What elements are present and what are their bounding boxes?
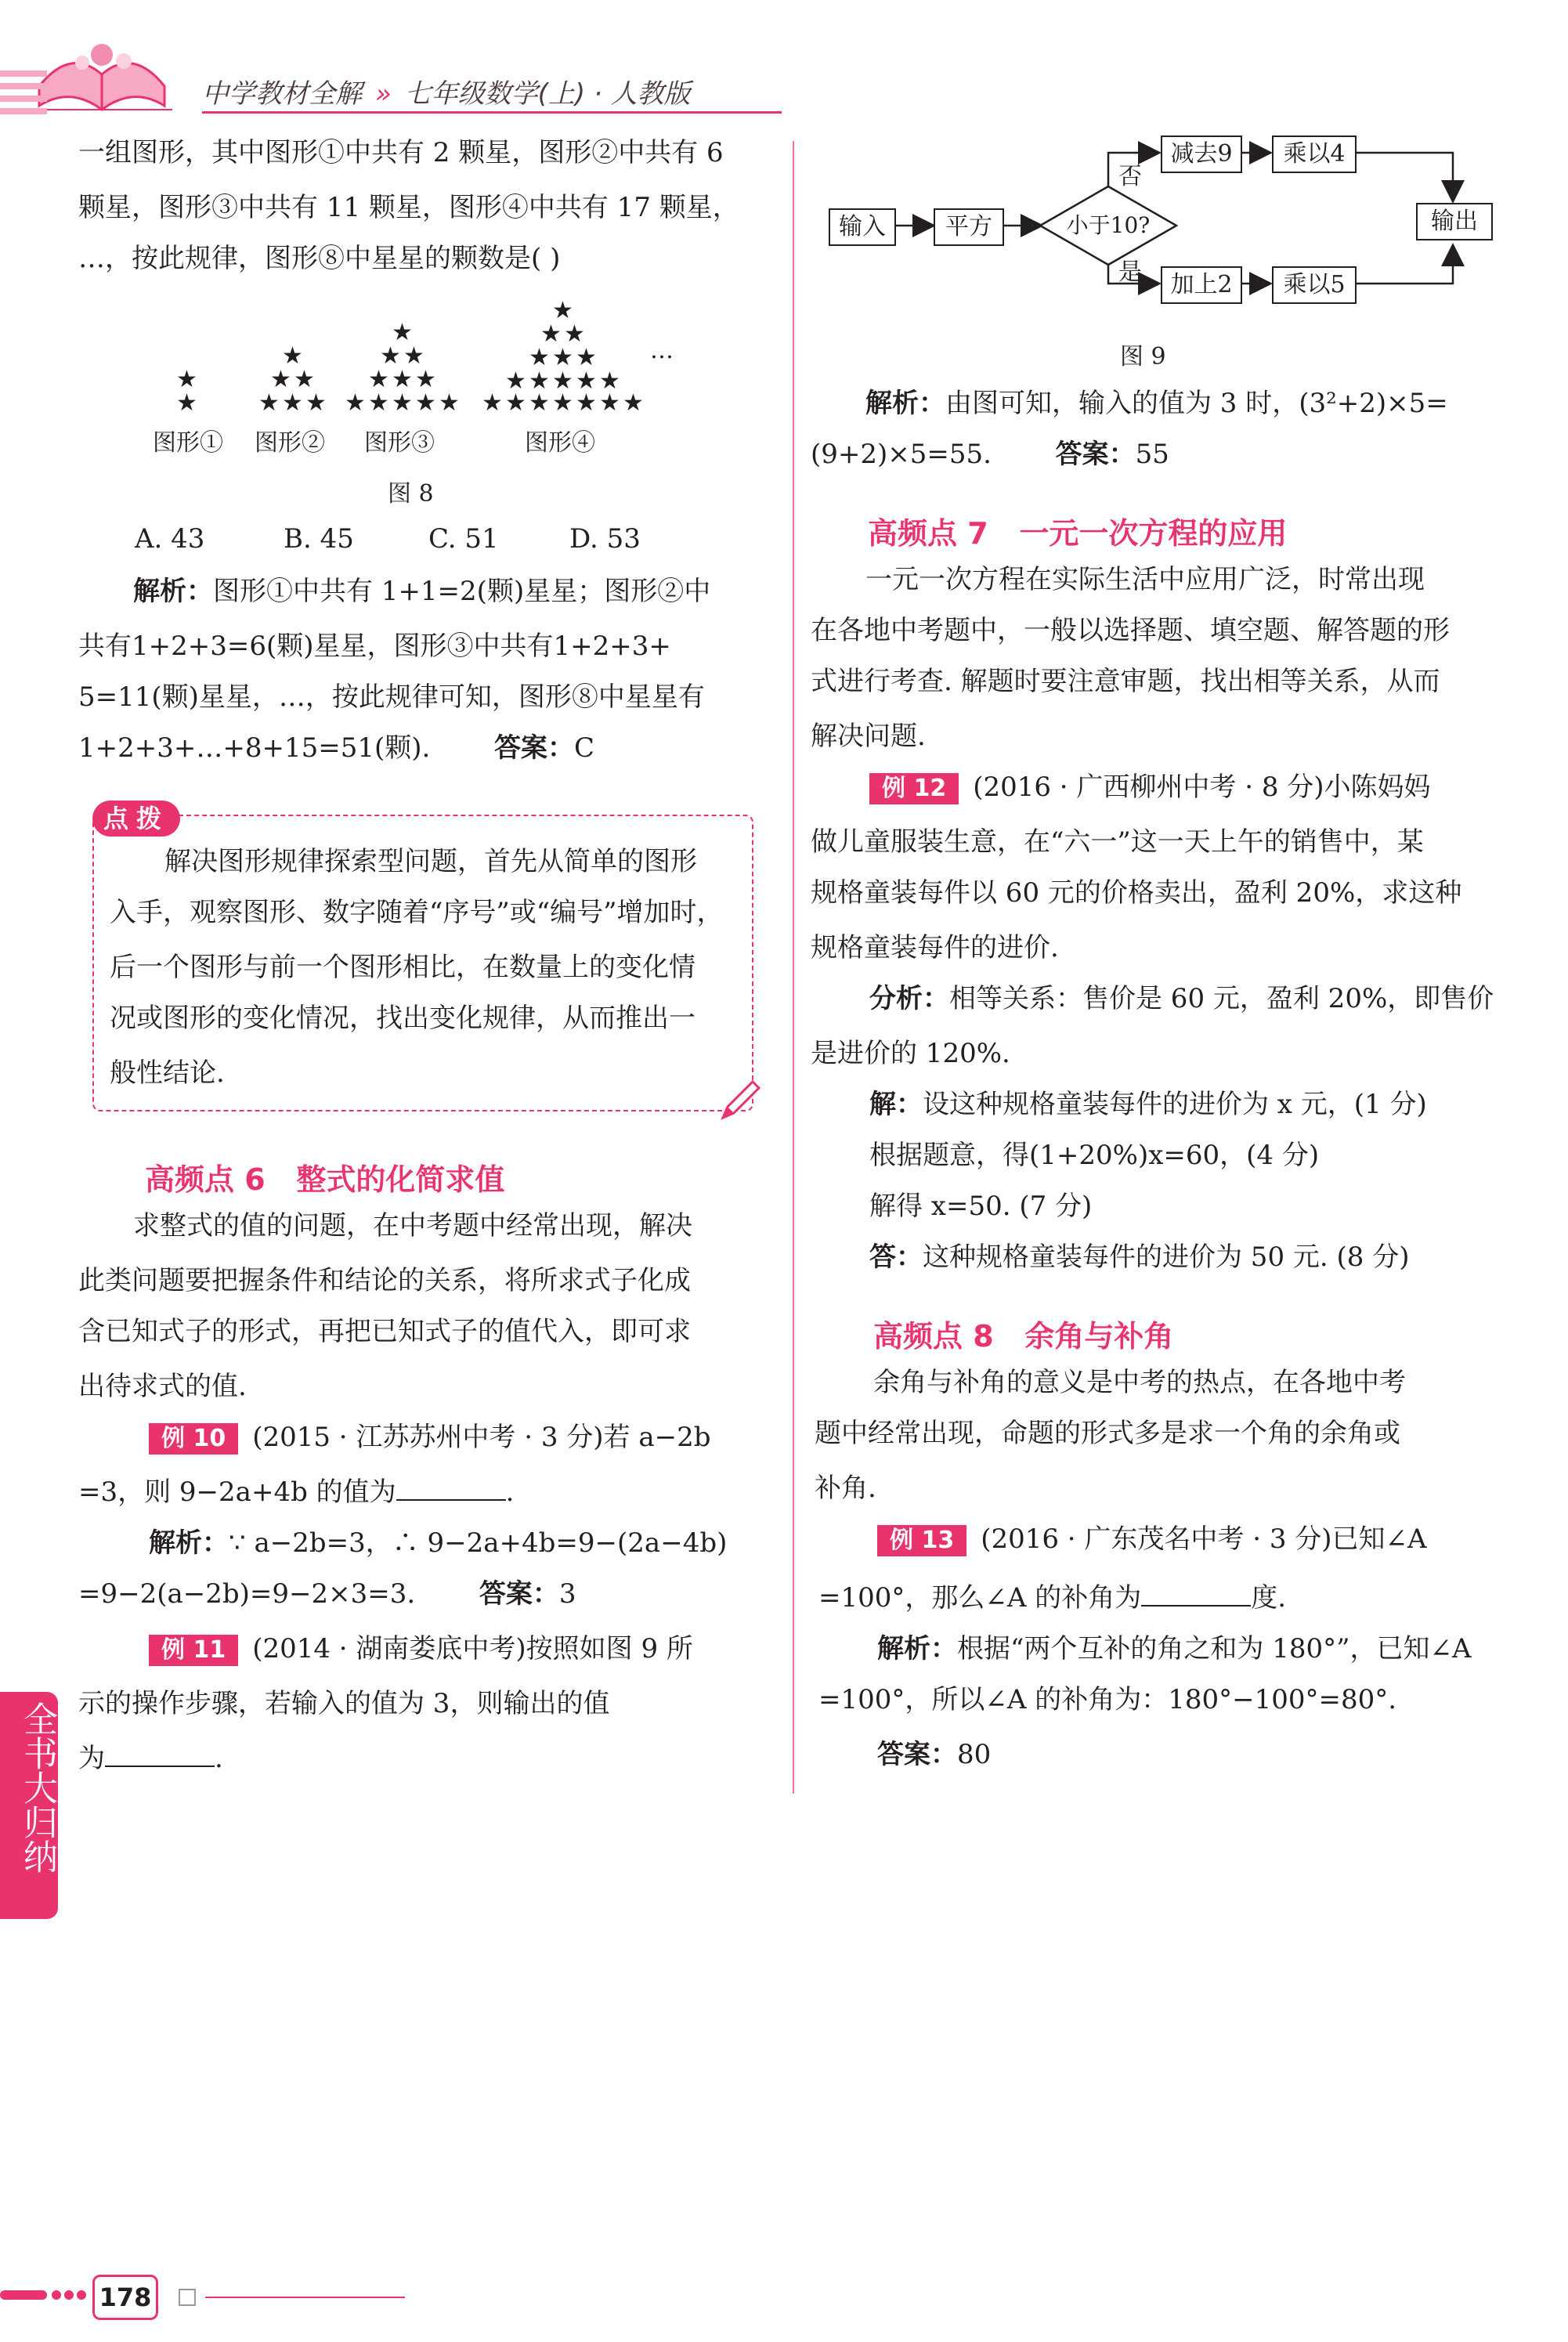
solution-text: 设这种规格童装每件的进价为 x 元，(1 分) — [923, 1089, 1427, 1120]
solution-line: 根据题意，得(1+20%)x=60，(4 分) — [869, 1140, 1320, 1171]
tip-line: 入手，观察图形、数字随着“序号”或“编号”增加时， — [110, 897, 724, 928]
example-text: 为 — [78, 1743, 105, 1774]
analysis-line — [78, 1567, 760, 1621]
tip-line: 解决图形规律探索型问题，首先从简单的图形 — [164, 846, 697, 877]
figure-label: 图形① — [153, 429, 223, 457]
answer-line — [877, 1727, 1535, 1782]
header-rule — [202, 111, 782, 114]
star-icon: ★ — [392, 366, 413, 393]
tip-badge: 点拨 — [92, 801, 180, 837]
section-heading: 高频点 8 余角与补角 — [873, 1319, 1174, 1354]
flow-no-label: 否 — [1118, 163, 1142, 190]
figure-8 — [133, 297, 713, 486]
option-d: D. 53 — [569, 523, 641, 555]
star-icon: ★ — [294, 366, 315, 393]
flow-output-box: 输出 — [1416, 203, 1493, 240]
figure-caption: 图 8 — [388, 480, 434, 508]
flow-plus2-box: 加上2 — [1161, 266, 1242, 304]
star-icon: ★ — [552, 367, 573, 395]
star-icon: ★ — [564, 320, 585, 348]
section-paragraph: 一元一次方程在实际生活中应用广泛，时常出现 — [865, 564, 1425, 595]
section-paragraph: 式进行考查. 解题时要注意审题，找出相等关系，从而 — [811, 666, 1440, 697]
analysis-text: 1+2+3+…+8+15=51(颗). — [78, 732, 431, 764]
section-paragraph: 题中经常出现，命题的形式多是求一个角的余角或 — [815, 1418, 1400, 1449]
option-c: C. 51 — [428, 523, 499, 555]
flowchart-figure-9 — [822, 125, 1512, 329]
section-paragraph: 出待求式的值. — [78, 1371, 247, 1402]
star-icon: ★ — [415, 366, 436, 393]
star-icon: ★ — [380, 342, 401, 370]
analysis-line: 是进价的 120%. — [811, 1038, 1010, 1069]
answer-blank — [105, 1742, 215, 1767]
solution-label: 答： — [869, 1241, 923, 1273]
analysis-line — [877, 1621, 1535, 1676]
analysis-label: 分析： — [869, 983, 949, 1014]
analysis-text: 由图可知，输入的值为 3 时，(3²+2)×5= — [945, 388, 1448, 419]
section-heading: 高频点 7 一元一次方程的应用 — [868, 516, 1288, 551]
answer-value: 3 — [558, 1578, 576, 1610]
side-tab-label: 全书大归纳 — [17, 1701, 57, 1874]
section-paragraph: 此类问题要把握条件和结论的关系，将所求式子化成 — [78, 1265, 691, 1296]
figure-label: 图形② — [255, 429, 325, 457]
star-icon: ★ — [529, 367, 550, 395]
tip-line: 况或图形的变化情况，找出变化规律，从而推出一 — [110, 1003, 695, 1034]
solution-text: 这种规格童装每件的进价为 50 元. (8 分) — [923, 1241, 1410, 1273]
example-text: (2016 · 广东茂名中考 · 3 分)已知∠A — [981, 1523, 1427, 1555]
section-heading: 高频点 6 整式的化简求值 — [145, 1162, 505, 1197]
star-icon: ★ — [258, 389, 280, 417]
star-icon: ★ — [482, 389, 503, 417]
book-logo-icon — [23, 31, 180, 117]
question-line: 一组图形，其中图形①中共有 2 颗星，图形②中共有 6 — [78, 137, 724, 168]
answer-value: C — [573, 732, 594, 764]
example-text: (2015 · 江苏苏州中考 · 3 分)若 a−2b — [252, 1422, 711, 1453]
example-line: 规格童装每件的进价. — [811, 932, 1059, 963]
column-divider — [793, 141, 794, 1794]
star-icon: ★ — [529, 389, 550, 417]
example-text: (2014 · 湖南娄底中考)按照如图 9 所 — [252, 1633, 693, 1664]
example-line — [78, 1731, 760, 1786]
answer-value: 55 — [1135, 439, 1169, 470]
star-icon: ★ — [576, 389, 597, 417]
star-icon: ★ — [282, 342, 303, 370]
flow-times4-box: 乘以4 — [1272, 136, 1357, 173]
analysis-line — [149, 1516, 760, 1570]
star-icon: ★ — [540, 320, 562, 348]
figure-ellipsis: … — [650, 337, 674, 364]
example-line: 规格童装每件以 60 元的价格卖出，盈利 20%，求这种 — [811, 877, 1462, 909]
header-stripes — [0, 70, 47, 125]
answer-blank — [1141, 1581, 1251, 1607]
analysis-line: =100°，所以∠A 的补角为：180°−100°=80°. — [818, 1684, 1397, 1715]
star-icon: ★ — [552, 297, 573, 324]
analysis-label: 解析： — [133, 576, 213, 607]
analysis-text: (9+2)×5=55. — [811, 439, 992, 470]
example-text: . — [215, 1743, 223, 1774]
book-title: 中学教材全解 — [202, 78, 362, 110]
footer-rule — [205, 2297, 405, 2298]
star-icon: ★ — [415, 389, 436, 417]
section-paragraph: 解决问题. — [811, 721, 926, 752]
footer — [0, 2256, 470, 2342]
analysis-text: 根据“两个互补的角之和为 180°”，已知∠A — [957, 1633, 1472, 1664]
option-b: B. 45 — [284, 523, 354, 555]
tip-line: 般性结论. — [110, 1057, 225, 1089]
flow-square-box: 平方 — [934, 208, 1004, 246]
star-icon: ★ — [529, 344, 550, 371]
answer-label: 答案： — [877, 1739, 957, 1770]
star-icon: ★ — [439, 389, 460, 417]
example-line — [818, 1570, 1531, 1625]
star-icon: ★ — [623, 389, 644, 417]
figure-label: 图形④ — [525, 429, 595, 457]
analysis-line — [869, 971, 1527, 1026]
page-number: 178 — [92, 2275, 158, 2320]
example-tag: 例 11 — [149, 1635, 238, 1666]
answer-blank — [396, 1476, 506, 1501]
solution-line: 解得 x=50. (7 分) — [869, 1191, 1093, 1222]
example-line: 示的操作步骤，若输入的值为 3，则输出的值 — [78, 1688, 610, 1719]
flow-decision-text: 小于10? — [1066, 212, 1151, 238]
flow-minus9-box: 减去9 — [1161, 136, 1242, 173]
solution-label: 解： — [869, 1089, 923, 1120]
star-icon: ★ — [552, 344, 573, 371]
star-icon: ★ — [599, 389, 620, 417]
analysis-line — [78, 721, 760, 775]
question-line: 颗星，图形③中共有 11 颗星，图形④中共有 17 颗星， — [78, 192, 739, 223]
question-line: …，按此规律，图形⑧中星星的颗数是( ) — [78, 243, 561, 274]
example-13 — [877, 1512, 1543, 1567]
option-a: A. 43 — [135, 523, 205, 555]
star-icon: ★ — [552, 389, 573, 417]
star-icon: ★ — [505, 389, 526, 417]
example-12 — [869, 760, 1543, 815]
example-text: =3，则 9−2a+4b 的值为 — [78, 1476, 396, 1508]
header — [0, 0, 1568, 117]
analysis-text: ∵ a−2b=3，∴ 9−2a+4b=9−(2a−4b) — [229, 1527, 728, 1559]
star-icon: ★ — [576, 367, 597, 395]
section-paragraph: 在各地中考题中，一般以选择题、填空题、解答题的形 — [811, 615, 1450, 646]
star-icon: ★ — [576, 344, 597, 371]
star-icon: ★ — [270, 366, 291, 393]
star-icon: ★ — [368, 389, 389, 417]
answer-label: 答案： — [1055, 439, 1136, 470]
example-10 — [149, 1410, 768, 1465]
example-11 — [149, 1621, 768, 1676]
side-tab — [0, 1692, 58, 1919]
flow-times5-box: 乘以5 — [1272, 266, 1357, 304]
analysis-line: 5=11(颗)星星，…，按此规律可知，图形⑧中星星有 — [78, 681, 705, 713]
star-icon: ★ — [599, 367, 620, 395]
figure-caption: 图 9 — [1120, 343, 1166, 370]
section-paragraph: 含已知式子的形式，再把已知式子的值代入，即可求 — [78, 1316, 691, 1347]
star-icon: ★ — [176, 366, 197, 393]
answer-label: 答案： — [493, 732, 574, 764]
flow-input-box: 输入 — [829, 208, 896, 246]
example-text: (2016 · 广西柳州中考 · 8 分)小陈妈妈 — [973, 772, 1431, 803]
star-icon: ★ — [282, 389, 303, 417]
footer-square — [179, 2289, 196, 2306]
footer-decoration — [0, 2279, 94, 2311]
header-separator: » — [374, 78, 392, 110]
analysis-text: 图形①中共有 1+1=2(颗)星星；图形②中 — [213, 576, 711, 607]
solution-line — [869, 1077, 1527, 1132]
analysis-label: 解析： — [865, 388, 945, 419]
analysis-line — [865, 376, 1523, 431]
star-icon: ★ — [392, 319, 413, 346]
star-icon: ★ — [176, 389, 197, 417]
star-icon: ★ — [392, 389, 413, 417]
example-line: 做儿童服装生意，在“六一”这一天上午的销售中，某 — [811, 826, 1424, 858]
solution-line — [869, 1230, 1527, 1285]
analysis-label: 解析： — [877, 1633, 957, 1664]
analysis-text: =9−2(a−2b)=9−2×3=3. — [78, 1578, 416, 1610]
star-icon: ★ — [368, 366, 389, 393]
figure-label: 图形③ — [364, 429, 435, 457]
section-paragraph: 余角与补角的意义是中考的热点，在各地中考 — [873, 1367, 1406, 1398]
star-icon: ★ — [505, 367, 526, 395]
star-icon: ★ — [305, 389, 327, 417]
section-paragraph: 补角. — [815, 1473, 876, 1504]
answer-label: 答案： — [479, 1578, 559, 1610]
analysis-label: 解析： — [149, 1527, 229, 1559]
flow-yes-label: 是 — [1118, 258, 1142, 286]
example-tag: 例 13 — [877, 1525, 966, 1556]
book-subtitle: 七年级数学(上) · 人教版 — [404, 78, 691, 110]
tip-line: 后一个图形与前一个图形相比，在数量上的变化情 — [110, 952, 695, 983]
example-line — [78, 1465, 760, 1520]
example-tag: 例 10 — [149, 1423, 238, 1455]
analysis-line: 共有1+2+3=6(颗)星星，图形③中共有1+2+3+ — [78, 631, 671, 662]
example-text: . — [505, 1476, 515, 1508]
analysis-line — [133, 564, 760, 619]
example-tag: 例 12 — [869, 773, 959, 804]
section-paragraph: 求整式的值的问题，在中考题中经常出现，解决 — [133, 1210, 692, 1241]
analysis-line — [811, 427, 1523, 482]
example-text: =100°，那么∠A 的补角为 — [818, 1582, 1142, 1614]
example-text: 度. — [1251, 1582, 1287, 1614]
star-icon: ★ — [403, 342, 425, 370]
star-icon: ★ — [345, 389, 366, 417]
answer-value: 80 — [957, 1739, 992, 1770]
analysis-text: 相等关系：售价是 60 元，盈利 20%，即售价 — [949, 983, 1494, 1014]
